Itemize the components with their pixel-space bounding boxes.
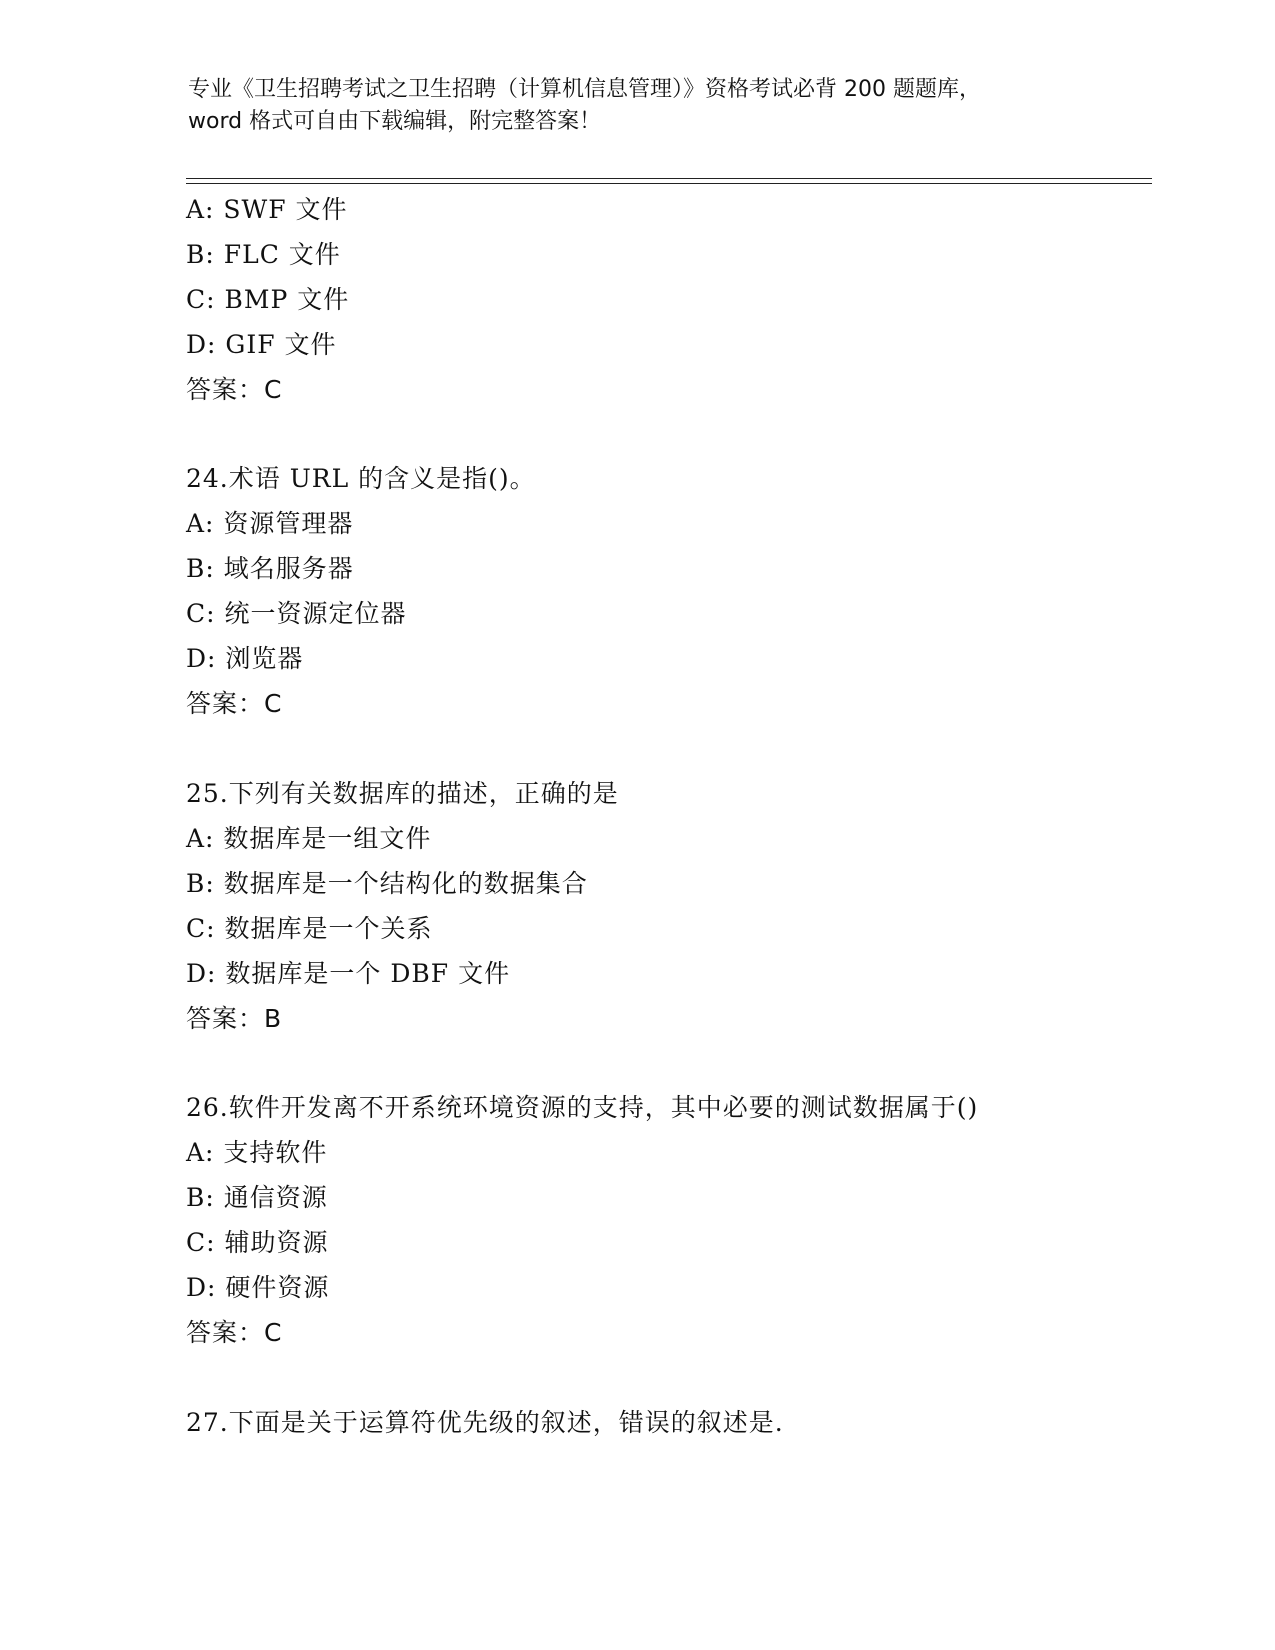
- document-header: [188, 74, 1088, 138]
- header-divider-bottom: [186, 183, 1152, 184]
- q26-stem: 26.软件开发离不开系统环境资源的支持，其中必要的测试数据属于(): [186, 1093, 979, 1122]
- q25-answer: 答案：B: [186, 1004, 283, 1033]
- q24-stem: 24.术语 URL 的含义是指()。: [186, 464, 536, 493]
- q23-option-d: D: GIF 文件: [186, 330, 337, 359]
- q25-option-a: A: 数据库是一组文件: [186, 824, 432, 853]
- q27-stem: 27.下面是关于运算符优先级的叙述，错误的叙述是.: [186, 1408, 784, 1437]
- q25-stem: 25.下列有关数据库的描述，正确的是: [186, 779, 619, 808]
- q26-option-d: D: 硬件资源: [186, 1273, 330, 1302]
- q26-answer: 答案：C: [186, 1318, 283, 1347]
- q24-answer: 答案：C: [186, 689, 283, 718]
- q23-option-a: A: SWF 文件: [186, 195, 348, 224]
- q25-option-d: D: 数据库是一个 DBF 文件: [186, 959, 511, 988]
- q24-option-c: C: 统一资源定位器: [186, 599, 407, 628]
- q23-option-c: C: BMP 文件: [186, 285, 350, 314]
- q26-option-a: A: 支持软件: [186, 1138, 328, 1167]
- q24-option-a: A: 资源管理器: [186, 509, 354, 538]
- q26-option-c: C: 辅助资源: [186, 1228, 329, 1257]
- q23-option-b: B: FLC 文件: [186, 240, 341, 269]
- header-title-line-1: 专业《卫生招聘考试之卫生招聘（计算机信息管理）》资格考试必背 200 题题库，: [188, 77, 981, 102]
- q24-option-d: D: 浏览器: [186, 644, 304, 673]
- q23-answer: 答案：C: [186, 375, 283, 404]
- q25-option-b: B: 数据库是一个结构化的数据集合: [186, 869, 588, 898]
- q25-option-c: C: 数据库是一个关系: [186, 914, 433, 943]
- header-divider-top: [186, 178, 1152, 179]
- q26-option-b: B: 通信资源: [186, 1183, 328, 1212]
- q24-option-b: B: 域名服务器: [186, 554, 354, 583]
- header-title-line-2: word 格式可自由下载编辑，附完整答案！: [188, 109, 602, 134]
